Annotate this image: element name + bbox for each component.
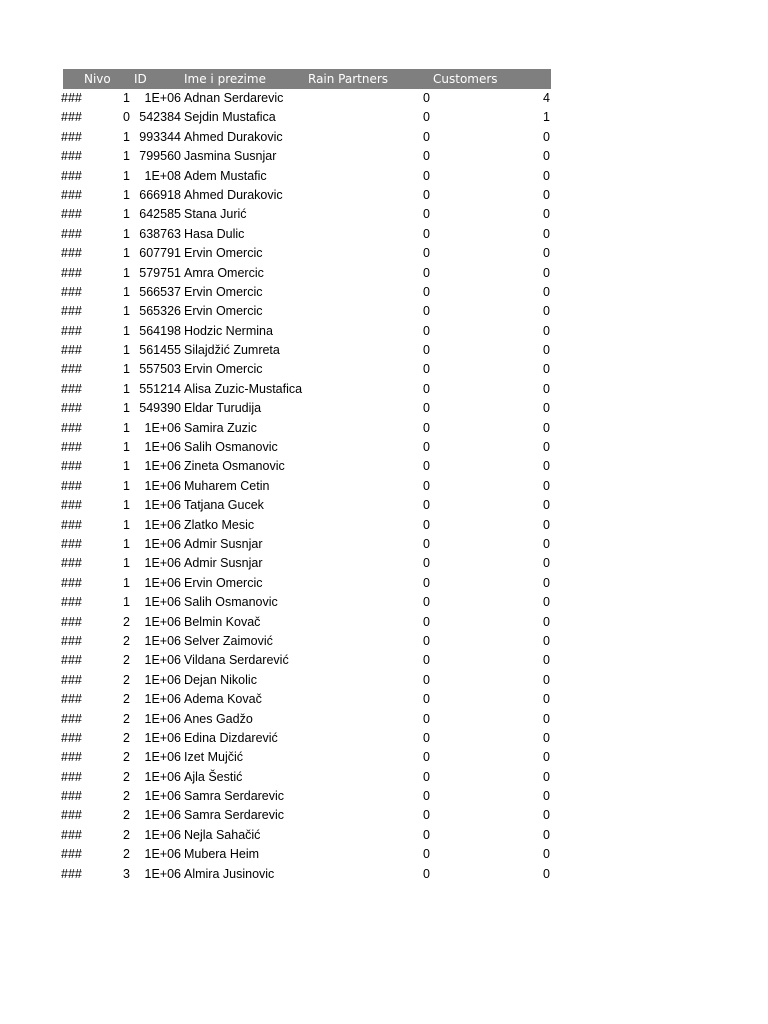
header-name: Ime i prezime bbox=[184, 72, 266, 86]
table-row bbox=[58, 845, 553, 864]
cell-date: ### bbox=[61, 323, 82, 338]
cell-name: Ervin Omercic bbox=[184, 575, 263, 590]
cell-nivo: 2 bbox=[123, 711, 130, 726]
cell-customers: 0 bbox=[543, 129, 550, 144]
cell-date: ### bbox=[61, 730, 82, 745]
header-nivo: Nivo bbox=[84, 72, 111, 86]
cell-customers: 0 bbox=[543, 750, 550, 765]
cell-rain-partners: 0 bbox=[423, 808, 430, 823]
table-row bbox=[58, 438, 553, 457]
cell-name: Selver Zaimović bbox=[184, 633, 273, 648]
cell-date: ### bbox=[61, 362, 82, 377]
cell-name: Sejdin Mustafica bbox=[184, 110, 276, 125]
cell-date: ### bbox=[61, 595, 82, 610]
cell-date: ### bbox=[61, 459, 82, 474]
cell-date: ### bbox=[61, 847, 82, 862]
cell-date: ### bbox=[61, 711, 82, 726]
table-row bbox=[58, 360, 553, 379]
cell-id: 1E+06 bbox=[144, 440, 181, 455]
cell-id: 1E+06 bbox=[144, 536, 181, 551]
cell-id: 993344 bbox=[139, 129, 181, 144]
cell-nivo: 1 bbox=[123, 459, 130, 474]
cell-customers: 0 bbox=[543, 789, 550, 804]
table-row bbox=[58, 244, 553, 263]
cell-rain-partners: 0 bbox=[423, 323, 430, 338]
cell-id: 549390 bbox=[139, 401, 181, 416]
cell-nivo: 1 bbox=[123, 168, 130, 183]
cell-rain-partners: 0 bbox=[423, 789, 430, 804]
cell-name: Ervin Omercic bbox=[184, 362, 263, 377]
cell-date: ### bbox=[61, 91, 82, 105]
cell-date: ### bbox=[61, 478, 82, 493]
cell-id: 642585 bbox=[139, 207, 181, 222]
cell-customers: 0 bbox=[543, 440, 550, 455]
cell-customers: 0 bbox=[543, 478, 550, 493]
cell-name: Ervin Omercic bbox=[184, 246, 263, 261]
cell-name: Hasa Dulic bbox=[184, 226, 245, 241]
cell-name: Ervin Omercic bbox=[184, 284, 263, 299]
cell-id: 566537 bbox=[139, 284, 181, 299]
cell-customers: 0 bbox=[543, 149, 550, 164]
cell-name: Hodzic Nermina bbox=[184, 323, 273, 338]
cell-id: 557503 bbox=[139, 362, 181, 377]
cell-nivo: 1 bbox=[123, 187, 130, 202]
cell-id: 1E+08 bbox=[144, 168, 181, 183]
table-row bbox=[58, 380, 553, 399]
table-row bbox=[58, 322, 553, 341]
cell-date: ### bbox=[61, 769, 82, 784]
cell-id: 1E+06 bbox=[144, 827, 181, 842]
cell-name: Stana Jurić bbox=[184, 207, 247, 222]
cell-customers: 0 bbox=[543, 536, 550, 551]
cell-name: Adem Mustafic bbox=[184, 168, 267, 183]
cell-nivo: 2 bbox=[123, 653, 130, 668]
cell-rain-partners: 0 bbox=[423, 187, 430, 202]
table-row bbox=[58, 710, 553, 729]
cell-date: ### bbox=[61, 575, 82, 590]
cell-name: Alisa Zuzic-Mustafica bbox=[184, 381, 303, 396]
cell-id: 1E+06 bbox=[144, 614, 181, 629]
table-row bbox=[58, 768, 553, 787]
table-row bbox=[58, 457, 553, 476]
cell-nivo: 0 bbox=[123, 110, 130, 125]
cell-name: Admir Susnjar bbox=[184, 536, 263, 551]
cell-nivo: 2 bbox=[123, 847, 130, 862]
cell-id: 1E+06 bbox=[144, 91, 181, 105]
table-row bbox=[58, 186, 553, 205]
cell-name: Belmin Kovač bbox=[184, 614, 261, 629]
table-row bbox=[58, 264, 553, 283]
cell-date: ### bbox=[61, 827, 82, 842]
cell-nivo: 1 bbox=[123, 284, 130, 299]
cell-customers: 0 bbox=[543, 633, 550, 648]
cell-nivo: 1 bbox=[123, 556, 130, 571]
cell-id: 542384 bbox=[139, 110, 181, 125]
cell-date: ### bbox=[61, 207, 82, 222]
cell-rain-partners: 0 bbox=[423, 265, 430, 280]
cell-customers: 0 bbox=[543, 847, 550, 862]
table-row bbox=[58, 651, 553, 670]
cell-customers: 0 bbox=[543, 381, 550, 396]
cell-customers: 0 bbox=[543, 517, 550, 532]
table-row bbox=[58, 787, 553, 806]
table-body bbox=[58, 89, 553, 884]
cell-id: 1E+06 bbox=[144, 498, 181, 513]
cell-name: Samra Serdarevic bbox=[184, 808, 285, 823]
cell-nivo: 1 bbox=[123, 304, 130, 319]
cell-id: 561455 bbox=[139, 343, 181, 358]
table-row bbox=[58, 729, 553, 748]
table-row bbox=[58, 496, 553, 515]
cell-rain-partners: 0 bbox=[423, 381, 430, 396]
cell-customers: 0 bbox=[543, 595, 550, 610]
cell-nivo: 3 bbox=[123, 866, 130, 881]
cell-name: Samira Zuzic bbox=[184, 420, 257, 435]
cell-nivo: 1 bbox=[123, 478, 130, 493]
cell-rain-partners: 0 bbox=[423, 730, 430, 745]
cell-date: ### bbox=[61, 304, 82, 319]
cell-name: Zlatko Mesic bbox=[184, 517, 255, 532]
table-row bbox=[58, 128, 553, 147]
cell-nivo: 1 bbox=[123, 323, 130, 338]
cell-id: 565326 bbox=[139, 304, 181, 319]
cell-customers: 0 bbox=[543, 420, 550, 435]
cell-nivo: 1 bbox=[123, 226, 130, 241]
cell-customers: 1 bbox=[543, 110, 550, 125]
cell-id: 1E+06 bbox=[144, 847, 181, 862]
cell-name: Muharem Cetin bbox=[184, 478, 270, 493]
cell-date: ### bbox=[61, 672, 82, 687]
cell-id: 666918 bbox=[139, 187, 181, 202]
cell-rain-partners: 0 bbox=[423, 284, 430, 299]
cell-rain-partners: 0 bbox=[423, 847, 430, 862]
table-row bbox=[58, 283, 553, 302]
cell-date: ### bbox=[61, 246, 82, 261]
cell-customers: 0 bbox=[543, 304, 550, 319]
cell-nivo: 1 bbox=[123, 440, 130, 455]
cell-customers: 0 bbox=[543, 827, 550, 842]
cell-id: 551214 bbox=[139, 381, 181, 396]
cell-customers: 0 bbox=[543, 459, 550, 474]
cell-rain-partners: 0 bbox=[423, 614, 430, 629]
cell-name: Edina Dizdarević bbox=[184, 730, 278, 745]
cell-nivo: 1 bbox=[123, 381, 130, 396]
cell-nivo: 2 bbox=[123, 769, 130, 784]
cell-date: ### bbox=[61, 343, 82, 358]
cell-rain-partners: 0 bbox=[423, 750, 430, 765]
cell-nivo: 2 bbox=[123, 692, 130, 707]
cell-rain-partners: 0 bbox=[423, 246, 430, 261]
cell-rain-partners: 0 bbox=[423, 769, 430, 784]
cell-date: ### bbox=[61, 381, 82, 396]
cell-name: Anes Gadžo bbox=[184, 711, 253, 726]
cell-customers: 0 bbox=[543, 556, 550, 571]
cell-name: Ervin Omercic bbox=[184, 304, 263, 319]
cell-customers: 0 bbox=[543, 866, 550, 881]
cell-rain-partners: 0 bbox=[423, 653, 430, 668]
cell-rain-partners: 0 bbox=[423, 362, 430, 377]
cell-date: ### bbox=[61, 401, 82, 416]
table-row bbox=[58, 535, 553, 554]
header-customers: Customers bbox=[433, 72, 498, 86]
cell-name: Almira Jusinovic bbox=[184, 866, 275, 881]
cell-customers: 0 bbox=[543, 226, 550, 241]
cell-customers: 0 bbox=[543, 284, 550, 299]
cell-customers: 0 bbox=[543, 362, 550, 377]
cell-customers: 0 bbox=[543, 730, 550, 745]
cell-date: ### bbox=[61, 420, 82, 435]
table-row bbox=[58, 399, 553, 418]
cell-rain-partners: 0 bbox=[423, 420, 430, 435]
cell-date: ### bbox=[61, 129, 82, 144]
cell-customers: 0 bbox=[543, 246, 550, 261]
cell-id: 1E+06 bbox=[144, 730, 181, 745]
cell-customers: 0 bbox=[543, 769, 550, 784]
cell-id: 799560 bbox=[139, 149, 181, 164]
cell-id: 579751 bbox=[139, 265, 181, 280]
cell-name: Salih Osmanovic bbox=[184, 440, 278, 455]
cell-date: ### bbox=[61, 556, 82, 571]
cell-id: 1E+06 bbox=[144, 769, 181, 784]
cell-date: ### bbox=[61, 789, 82, 804]
cell-id: 1E+06 bbox=[144, 478, 181, 493]
cell-rain-partners: 0 bbox=[423, 304, 430, 319]
table-row bbox=[58, 225, 553, 244]
header-rain-partners: Rain Partners bbox=[308, 72, 389, 86]
table-row bbox=[58, 554, 553, 573]
cell-id: 1E+06 bbox=[144, 672, 181, 687]
cell-id: 1E+06 bbox=[144, 866, 181, 881]
cell-name: Izet Mujčić bbox=[184, 750, 244, 765]
cell-rain-partners: 0 bbox=[423, 440, 430, 455]
cell-name: Admir Susnjar bbox=[184, 556, 263, 571]
cell-customers: 0 bbox=[543, 343, 550, 358]
cell-id: 607791 bbox=[139, 246, 181, 261]
cell-customers: 0 bbox=[543, 808, 550, 823]
cell-date: ### bbox=[61, 226, 82, 241]
cell-rain-partners: 0 bbox=[423, 536, 430, 551]
cell-date: ### bbox=[61, 284, 82, 299]
cell-date: ### bbox=[61, 750, 82, 765]
cell-name: Adnan Serdarevic bbox=[184, 91, 284, 105]
cell-rain-partners: 0 bbox=[423, 226, 430, 241]
cell-customers: 0 bbox=[543, 575, 550, 590]
cell-name: Vildana Serdarević bbox=[184, 653, 289, 668]
table-row bbox=[58, 806, 553, 825]
cell-nivo: 1 bbox=[123, 149, 130, 164]
cell-nivo: 1 bbox=[123, 517, 130, 532]
table-row bbox=[58, 302, 553, 321]
cell-date: ### bbox=[61, 187, 82, 202]
cell-rain-partners: 0 bbox=[423, 672, 430, 687]
cell-customers: 0 bbox=[543, 614, 550, 629]
cell-rain-partners: 0 bbox=[423, 711, 430, 726]
cell-id: 1E+06 bbox=[144, 711, 181, 726]
cell-rain-partners: 0 bbox=[423, 827, 430, 842]
cell-nivo: 1 bbox=[123, 129, 130, 144]
cell-customers: 0 bbox=[543, 207, 550, 222]
cell-nivo: 1 bbox=[123, 207, 130, 222]
cell-date: ### bbox=[61, 498, 82, 513]
cell-rain-partners: 0 bbox=[423, 110, 430, 125]
cell-nivo: 1 bbox=[123, 420, 130, 435]
cell-customers: 0 bbox=[543, 692, 550, 707]
cell-rain-partners: 0 bbox=[423, 149, 430, 164]
cell-id: 1E+06 bbox=[144, 633, 181, 648]
cell-customers: 0 bbox=[543, 265, 550, 280]
cell-nivo: 1 bbox=[123, 343, 130, 358]
table-header bbox=[63, 69, 551, 89]
cell-id: 1E+06 bbox=[144, 808, 181, 823]
cell-rain-partners: 0 bbox=[423, 575, 430, 590]
cell-id: 1E+06 bbox=[144, 517, 181, 532]
table-row bbox=[58, 690, 553, 709]
cell-customers: 0 bbox=[543, 653, 550, 668]
cell-date: ### bbox=[61, 866, 82, 881]
cell-name: Dejan Nikolic bbox=[184, 672, 257, 687]
table-row bbox=[58, 147, 553, 166]
cell-name: Eldar Turudija bbox=[184, 401, 262, 416]
cell-id: 1E+06 bbox=[144, 459, 181, 474]
cell-rain-partners: 0 bbox=[423, 129, 430, 144]
cell-rain-partners: 0 bbox=[423, 478, 430, 493]
table-row bbox=[58, 516, 553, 535]
cell-date: ### bbox=[61, 517, 82, 532]
cell-nivo: 1 bbox=[123, 536, 130, 551]
table-row bbox=[58, 108, 553, 127]
spreadsheet bbox=[58, 69, 553, 884]
cell-date: ### bbox=[61, 149, 82, 164]
cell-id: 1E+06 bbox=[144, 653, 181, 668]
cell-date: ### bbox=[61, 536, 82, 551]
cell-date: ### bbox=[61, 808, 82, 823]
cell-rain-partners: 0 bbox=[423, 692, 430, 707]
cell-rain-partners: 0 bbox=[423, 633, 430, 648]
cell-nivo: 2 bbox=[123, 633, 130, 648]
cell-rain-partners: 0 bbox=[423, 343, 430, 358]
cell-name: Silajdžić Zumreta bbox=[184, 343, 280, 358]
cell-id: 1E+06 bbox=[144, 556, 181, 571]
table-row bbox=[58, 419, 553, 438]
cell-nivo: 2 bbox=[123, 672, 130, 687]
cell-name: Jasmina Susnjar bbox=[184, 149, 277, 164]
cell-customers: 0 bbox=[543, 168, 550, 183]
cell-rain-partners: 0 bbox=[423, 556, 430, 571]
cell-id: 1E+06 bbox=[144, 595, 181, 610]
cell-customers: 0 bbox=[543, 323, 550, 338]
cell-name: Mubera Heim bbox=[184, 847, 260, 862]
cell-name: Salih Osmanovic bbox=[184, 595, 278, 610]
cell-customers: 0 bbox=[543, 672, 550, 687]
table-row bbox=[58, 865, 553, 884]
cell-name: Ajla Šestić bbox=[184, 769, 243, 784]
header-id: ID bbox=[134, 72, 147, 86]
cell-date: ### bbox=[61, 265, 82, 280]
cell-nivo: 1 bbox=[123, 498, 130, 513]
cell-nivo: 2 bbox=[123, 750, 130, 765]
cell-rain-partners: 0 bbox=[423, 866, 430, 881]
table-row bbox=[58, 593, 553, 612]
cell-customers: 0 bbox=[543, 187, 550, 202]
cell-date: ### bbox=[61, 692, 82, 707]
table-row bbox=[58, 632, 553, 651]
cell-nivo: 2 bbox=[123, 789, 130, 804]
cell-id: 1E+06 bbox=[144, 692, 181, 707]
cell-name: Amra Omercic bbox=[184, 265, 264, 280]
cell-nivo: 2 bbox=[123, 614, 130, 629]
cell-nivo: 1 bbox=[123, 265, 130, 280]
cell-id: 1E+06 bbox=[144, 420, 181, 435]
cell-name: Nejla Sahačić bbox=[184, 827, 261, 842]
table-row bbox=[58, 574, 553, 593]
cell-date: ### bbox=[61, 633, 82, 648]
cell-customers: 0 bbox=[543, 711, 550, 726]
cell-date: ### bbox=[61, 168, 82, 183]
table-row bbox=[58, 671, 553, 690]
cell-customers: 0 bbox=[543, 401, 550, 416]
cell-date: ### bbox=[61, 614, 82, 629]
cell-customers: 0 bbox=[543, 498, 550, 513]
cell-nivo: 2 bbox=[123, 808, 130, 823]
cell-nivo: 1 bbox=[123, 91, 130, 105]
cell-rain-partners: 0 bbox=[423, 459, 430, 474]
table-row bbox=[58, 167, 553, 186]
cell-nivo: 1 bbox=[123, 246, 130, 261]
table-row bbox=[58, 748, 553, 767]
table-row bbox=[58, 205, 553, 224]
cell-nivo: 2 bbox=[123, 827, 130, 842]
cell-name: Ahmed Durakovic bbox=[184, 129, 283, 144]
cell-id: 1E+06 bbox=[144, 750, 181, 765]
cell-id: 1E+06 bbox=[144, 789, 181, 804]
cell-nivo: 1 bbox=[123, 575, 130, 590]
cell-id: 638763 bbox=[139, 226, 181, 241]
cell-name: Zineta Osmanovic bbox=[184, 459, 285, 474]
cell-date: ### bbox=[61, 653, 82, 668]
cell-date: ### bbox=[61, 440, 82, 455]
cell-nivo: 1 bbox=[123, 362, 130, 377]
cell-rain-partners: 0 bbox=[423, 595, 430, 610]
table-row bbox=[58, 826, 553, 845]
cell-nivo: 1 bbox=[123, 595, 130, 610]
cell-name: Ahmed Durakovic bbox=[184, 187, 283, 202]
cell-name: Adema Kovač bbox=[184, 692, 262, 707]
cell-rain-partners: 0 bbox=[423, 168, 430, 183]
cell-id: 564198 bbox=[139, 323, 181, 338]
cell-name: Samra Serdarevic bbox=[184, 789, 285, 804]
cell-customers: 4 bbox=[543, 91, 550, 105]
cell-id: 1E+06 bbox=[144, 575, 181, 590]
cell-rain-partners: 0 bbox=[423, 207, 430, 222]
table-row bbox=[58, 477, 553, 496]
cell-nivo: 1 bbox=[123, 401, 130, 416]
table-row bbox=[58, 341, 553, 360]
table-row bbox=[58, 613, 553, 632]
cell-rain-partners: 0 bbox=[423, 498, 430, 513]
table-row bbox=[58, 89, 553, 108]
cell-date: ### bbox=[61, 110, 82, 125]
cell-nivo: 2 bbox=[123, 730, 130, 745]
cell-rain-partners: 0 bbox=[423, 401, 430, 416]
cell-name: Tatjana Gucek bbox=[184, 498, 264, 513]
cell-rain-partners: 0 bbox=[423, 91, 430, 105]
cell-rain-partners: 0 bbox=[423, 517, 430, 532]
